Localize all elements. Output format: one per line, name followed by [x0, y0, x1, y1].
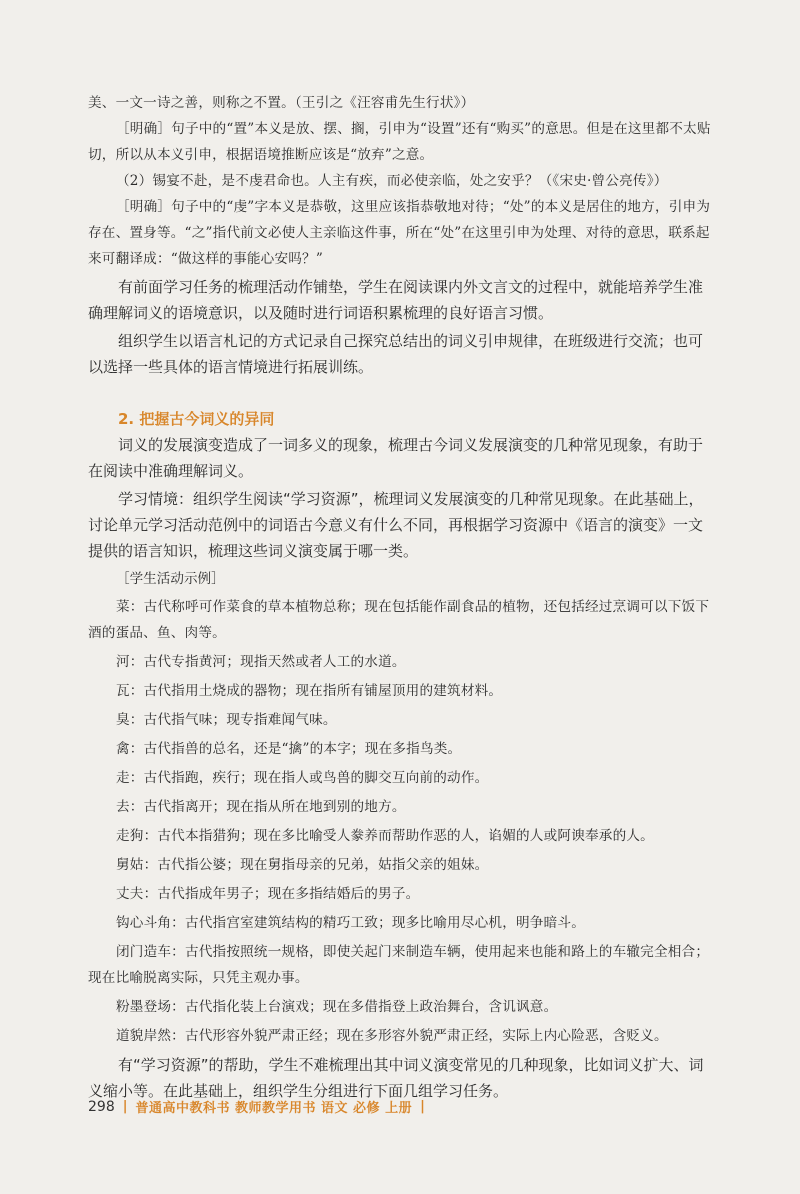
footer-separator-end: |: [420, 1099, 425, 1114]
activity-label: ［学生活动示例］: [116, 571, 225, 587]
paragraph-4: 学习情境：组织学生阅读“学习资源”，梳理词义发展演变的几种常见现象。在此基础上，讨论单元学习活动范例中的词语古今意义有什么不同，再根据学习资源中《语言的演变》一文提供的语言知识，梳理这些词义演变属于哪一类。: [88, 490, 704, 560]
list-item: 瓦：古代指用土烧成的器物；现在指所有铺屋顶用的建筑材料。: [116, 683, 503, 699]
activity-items: [88, 594, 716, 1049]
list-item: 河：古代专指黄河；现指天然或者人工的水道。: [116, 654, 406, 670]
list-item: 粉墨登场：古代指化装上台演戏；现在多借指登上政治舞台，含讥讽意。: [116, 999, 558, 1015]
page-content: [88, 90, 716, 1104]
paragraph-3: 词义的发展演变造成了一词多义的现象，梳理古今词义发展演变的几种常见现象，有助于在阅读中准确理解词义。: [88, 436, 704, 480]
list-item: 舅姑：古代指公婆；现在舅指母亲的兄弟，姑指父亲的姐妹。: [116, 857, 489, 873]
paragraph-2: 组织学生以语言札记的方式记录自己探究总结出的词义引申规律，在班级进行交流；也可以选择一些具体的语言情境进行拓展训练。: [88, 332, 704, 376]
clarification-1: ［明确］句子中的“置”本义是放、摆、搁，引申为“设置”还有“购买”的意思。但是在这里都不太贴切，所以从本义引申，根据语境推断应该是“放弃”之意。: [88, 121, 711, 163]
list-item: 闭门造车：古代指按照统一规格，即使关起门来制造车辆，使用起来也能和路上的车辙完全相合；现在比喻脱离实际，只凭主观办事。: [88, 944, 710, 986]
list-item: 菜：古代称呼可作菜食的草本植物总称；现在包括能作副食品的植物，还包括经过烹调可以下饭下酒的蛋品、鱼、肉等。: [88, 599, 710, 641]
book-title: 普通高中教科书 教师教学用书 语文 必修 上册: [135, 1101, 413, 1116]
list-item: 道貌岸然：古代形容外貌严肃正经；现在多形容外貌严肃正经，实际上内心险恶，含贬义。: [116, 1028, 668, 1044]
paragraph-1: 有前面学习任务的梳理活动作铺垫，学生在阅读课内外文言文的过程中，就能培养学生准确理解词义的语境意识，以及随时进行词语积累梳理的良好语言习惯。: [88, 278, 704, 322]
list-item: 去：古代指离开；现在指从所在地到别的地方。: [116, 799, 406, 815]
section-title: 2. 把握古今词义的异同: [118, 410, 275, 428]
list-item: 臭：古代指气味；现专指难闻气味。: [116, 712, 337, 728]
example-2: （2）锡宴不赴，是不虔君命也。人主有疾，而必使亲临，处之安乎？（《宋史·曾公亮传》）: [116, 173, 668, 189]
paragraph-5: 有“学习资源”的帮助，学生不难梳理出其中词义演变常见的几种现象，比如词义扩大、词义缩小等。在此基础上，组织学生分组进行下面几组学习任务。: [88, 1056, 704, 1100]
page-footer: [88, 1097, 425, 1116]
footer-separator: |: [122, 1099, 128, 1114]
list-item: 丈夫：古代指成年男子；现在多指结婚后的男子。: [116, 886, 420, 902]
example-continuation: 美、一文一诗之善，则称之不置。（王引之《汪容甫先生行状》）: [88, 95, 475, 111]
page-number: 298: [88, 1098, 115, 1115]
clarification-2: ［明确］句子中的“虔”字本义是恭敬，这里应该指恭敬地对待；“处”的本义是居住的地方，引申为存在、置身等。“之”指代前文必使人主亲临这件事，所在“处”在这里引申为处理、对待的意思，联系起来可翻译成：“做这样的事能心安吗？”: [88, 199, 711, 267]
list-item: 禽：古代指兽的总名，还是“擒”的本字；现在多指鸟类。: [116, 741, 462, 757]
list-item: 走：古代指跑，疾行；现在指人或鸟兽的脚交互向前的动作。: [116, 770, 489, 786]
list-item: 走狗：古代本指猎狗；现在多比喻受人豢养而帮助作恶的人，谄媚的人或阿谀奉承的人。: [116, 828, 654, 844]
list-item: 钩心斗角：古代指宫室建筑结构的精巧工致；现多比喻用尽心机，明争暗斗。: [116, 915, 585, 931]
